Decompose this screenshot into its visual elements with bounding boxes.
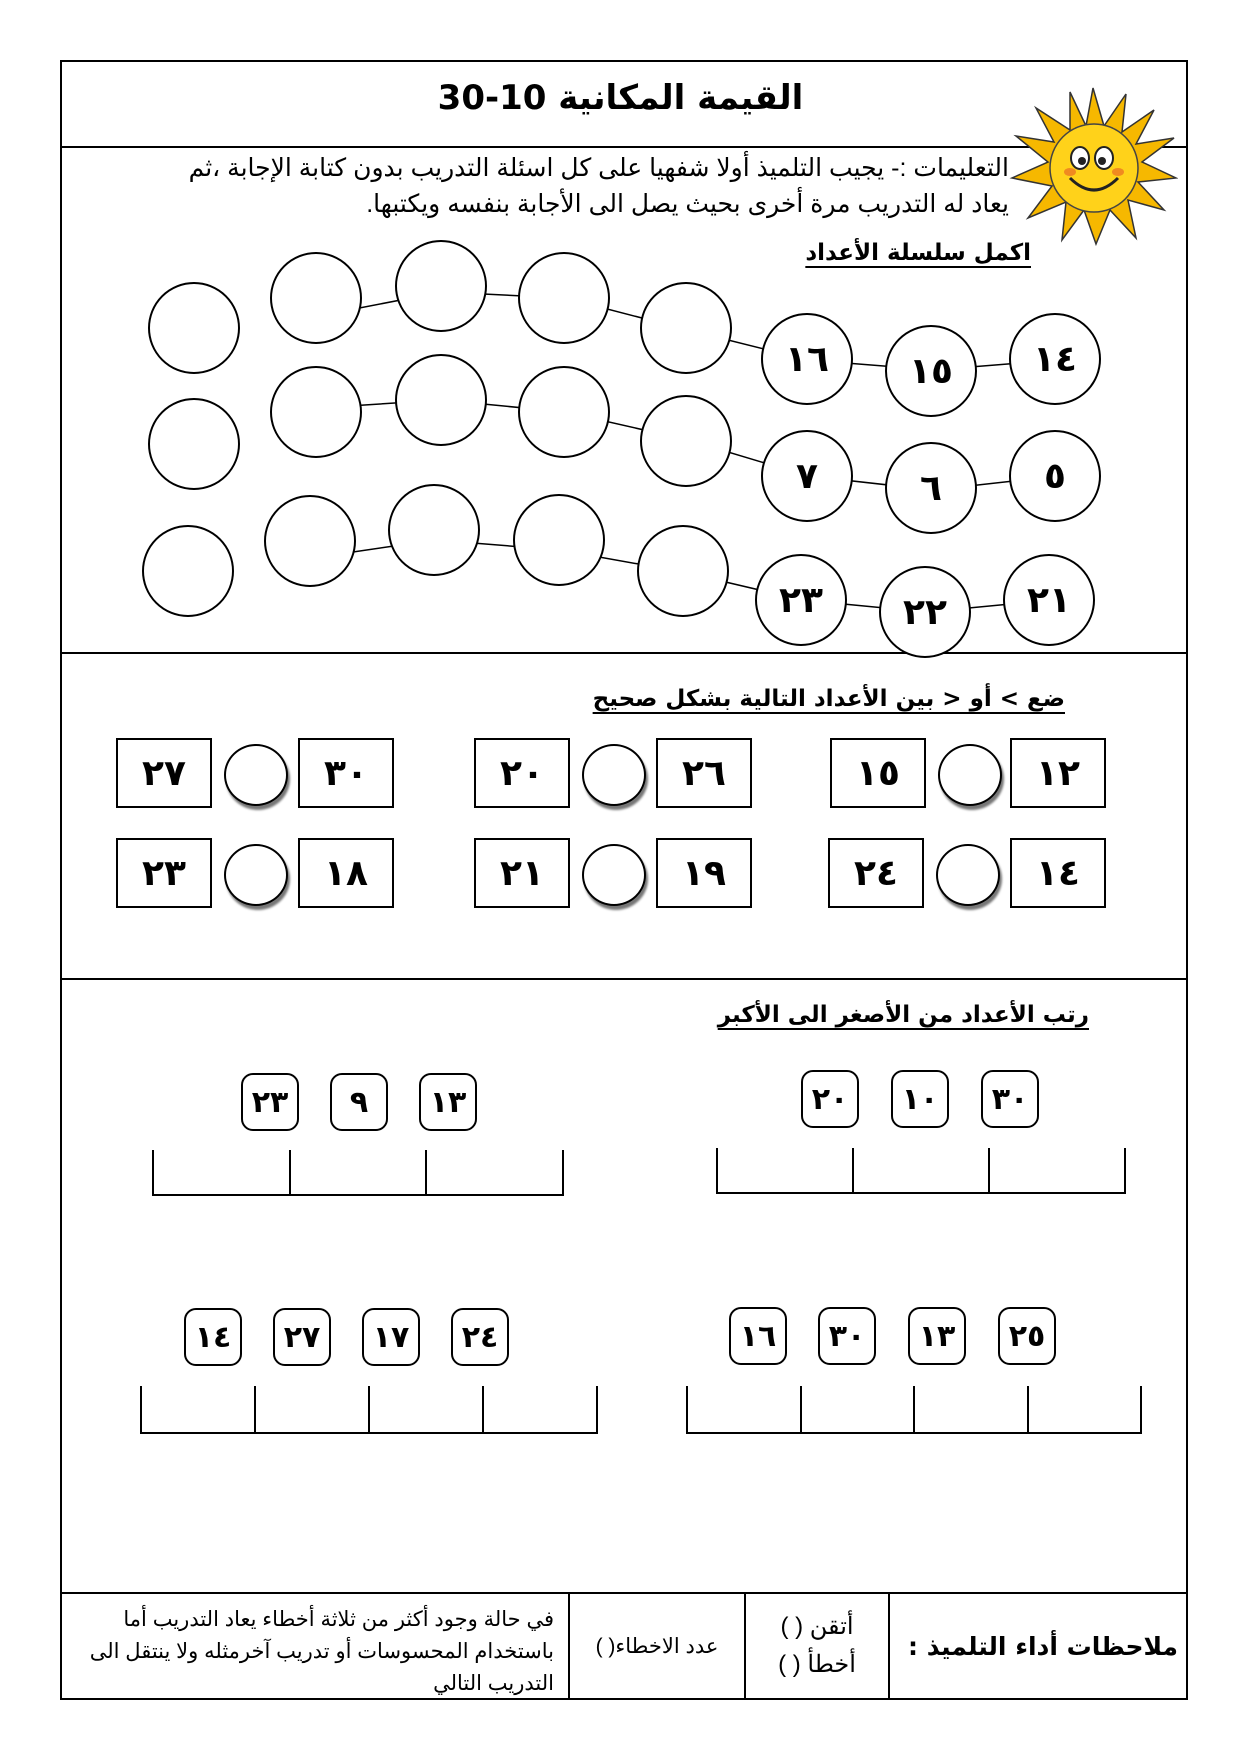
number-tile: ١٤ xyxy=(184,1308,242,1366)
chain-circle[interactable] xyxy=(637,525,729,617)
comparison-circle[interactable] xyxy=(582,744,646,806)
wrong-option[interactable]: أخطأ ( ) xyxy=(778,1651,856,1678)
comparison-circle[interactable] xyxy=(582,844,646,906)
answer-slots[interactable] xyxy=(140,1386,598,1434)
chain-circle[interactable] xyxy=(264,495,356,587)
chain-circle[interactable] xyxy=(395,354,487,446)
number-box: ٢٠ xyxy=(474,738,570,808)
number-tile: ٢٤ xyxy=(451,1308,509,1366)
chain-heading: اكمل سلسلة الأعداد xyxy=(805,240,1031,266)
chain-circle[interactable]: ١٥ xyxy=(885,325,977,417)
chain-circle[interactable] xyxy=(270,366,362,458)
chain-circle[interactable]: ٥ xyxy=(1009,430,1101,522)
chain-circle[interactable] xyxy=(270,252,362,344)
answer-slots[interactable] xyxy=(152,1150,564,1196)
number-box: ١٢ xyxy=(1010,738,1106,808)
chain-circle[interactable] xyxy=(388,484,480,576)
number-tile: ١٧ xyxy=(362,1308,420,1366)
comparison-circle[interactable] xyxy=(224,844,288,906)
number-tile: ٢٠ xyxy=(801,1070,859,1128)
mastered-option[interactable]: أتقن ( ) xyxy=(780,1613,854,1640)
page-title: القيمة المكانية 10-30 xyxy=(437,78,804,118)
number-box: ٢٧ xyxy=(116,738,212,808)
answer-slots[interactable] xyxy=(686,1386,1142,1434)
chain-circle[interactable]: ٢٣ xyxy=(755,554,847,646)
number-box: ١٨ xyxy=(298,838,394,908)
number-tile: ١٦ xyxy=(729,1307,787,1365)
notes-label: ملاحظات أداء التلميذ : xyxy=(888,1592,1188,1700)
number-tile: ٣٠ xyxy=(981,1070,1039,1128)
number-box: ٢٤ xyxy=(828,838,924,908)
chain-circle[interactable]: ٦ xyxy=(885,442,977,534)
comparison-circle[interactable] xyxy=(938,744,1002,806)
chain-circle[interactable] xyxy=(395,240,487,332)
chain-circle[interactable] xyxy=(148,282,240,374)
instructions: التعليمات :- يجيب التلميذ أولا شفهيا على كل اسئلة التدريب بدون كتابة الإجابة ،ثم يعاد له التدريب مرة أخرى بحيث يصل الى الأجابة بنفسه ويكتبها. xyxy=(188,154,1009,218)
chain-circle[interactable] xyxy=(513,494,605,586)
comparison-circle[interactable] xyxy=(224,744,288,806)
advice-text: في حالة وجود أكثر من ثلاثة أخطاء يعاد التدريب أما باستخدام المحسوسات أو تدريب آخرمثله ولا ينتقل الى التدريب التالي xyxy=(89,1608,554,1695)
number-box: ٣٠ xyxy=(298,738,394,808)
number-box: ٢٣ xyxy=(116,838,212,908)
answer-slots[interactable] xyxy=(716,1148,1126,1194)
number-box: ٢١ xyxy=(474,838,570,908)
comparison-circle[interactable] xyxy=(936,844,1000,906)
number-tile: ٢٧ xyxy=(273,1308,331,1366)
number-box: ١٩ xyxy=(656,838,752,908)
chain-circle[interactable]: ٢٢ xyxy=(879,566,971,658)
number-tile: ٣٠ xyxy=(818,1307,876,1365)
chain-circle[interactable] xyxy=(148,398,240,490)
number-tile: ٩ xyxy=(330,1073,388,1131)
chain-circle[interactable]: ٧ xyxy=(761,430,853,522)
chain-circle[interactable] xyxy=(142,525,234,617)
chain-circle[interactable] xyxy=(640,282,732,374)
chain-circle[interactable] xyxy=(518,252,610,344)
order-heading: رتب الأعداد من الأصغر الى الأكبر xyxy=(717,1002,1089,1028)
number-tile: ١٣ xyxy=(419,1073,477,1131)
number-tile: ٢٥ xyxy=(998,1307,1056,1365)
chain-circle[interactable] xyxy=(518,366,610,458)
result-box xyxy=(744,1592,888,1700)
number-tile: ١٠ xyxy=(891,1070,949,1128)
chain-circle[interactable] xyxy=(640,395,732,487)
chain-circle[interactable]: ١٦ xyxy=(761,313,853,405)
number-tile: ٢٣ xyxy=(241,1073,299,1131)
chain-circle[interactable]: ١٤ xyxy=(1009,313,1101,405)
chain-circle[interactable]: ٢١ xyxy=(1003,554,1095,646)
errors-count[interactable]: عدد الاخطاء( ) xyxy=(568,1592,744,1700)
number-box: ١٥ xyxy=(830,738,926,808)
number-box: ١٤ xyxy=(1010,838,1106,908)
compare-heading: ضع > أو < بين الأعداد التالية بشكل صحيح xyxy=(592,686,1065,712)
number-box: ٢٦ xyxy=(656,738,752,808)
evaluation-footer xyxy=(60,1592,1188,1700)
number-tile: ١٣ xyxy=(908,1307,966,1365)
